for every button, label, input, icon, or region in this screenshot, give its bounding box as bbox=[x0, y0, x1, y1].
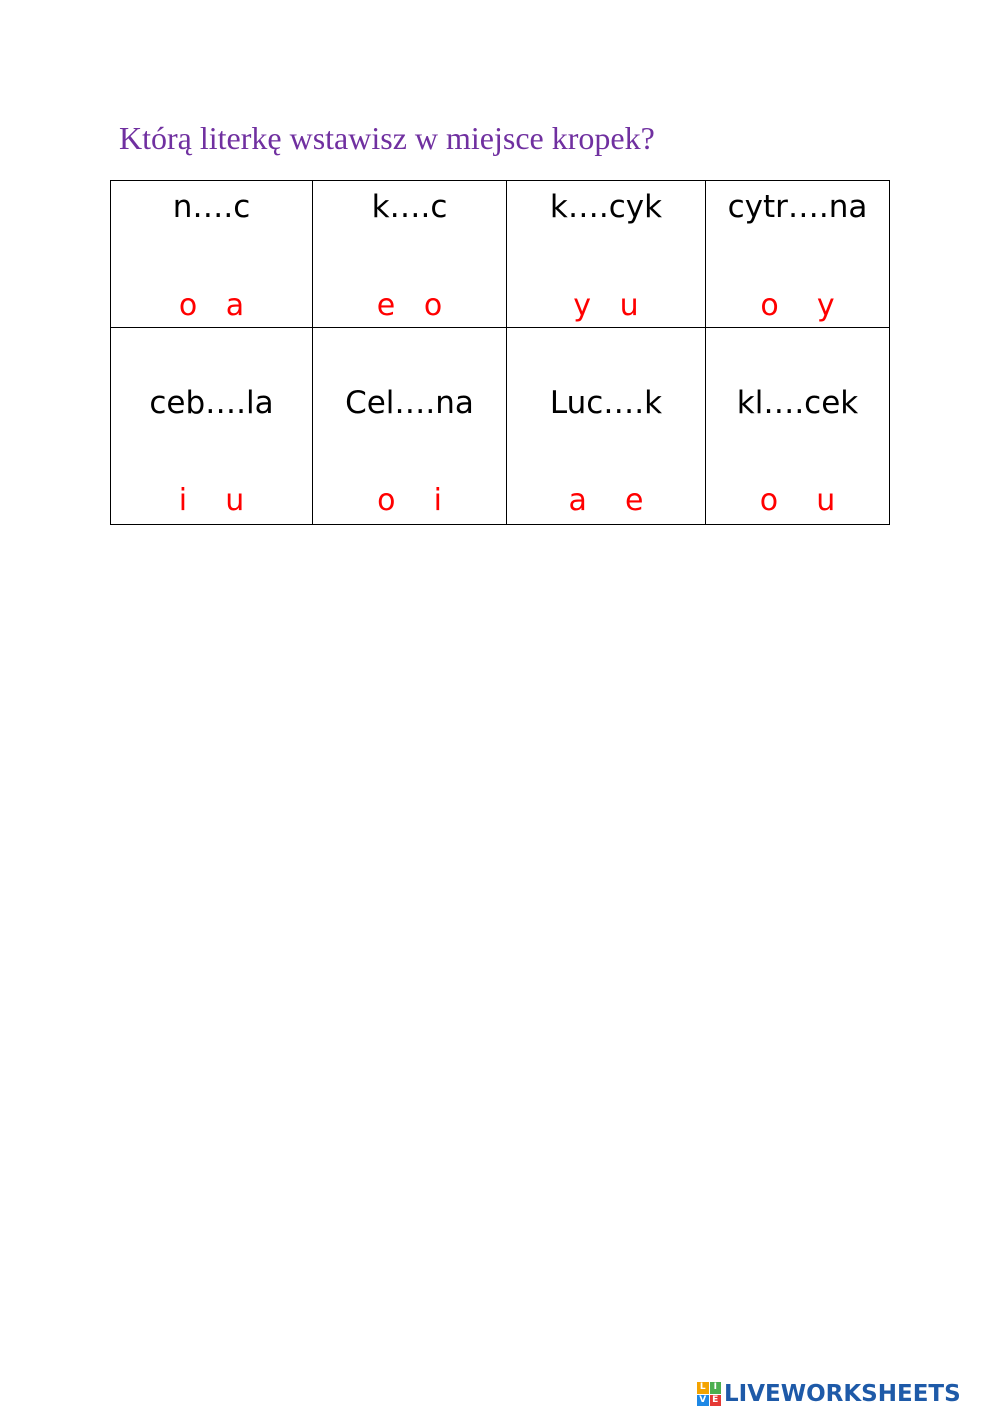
word-with-gap: k….cyk bbox=[549, 189, 663, 225]
exercise-cell bbox=[706, 328, 890, 525]
table-row bbox=[111, 328, 890, 525]
liveworksheets-logo bbox=[697, 1378, 961, 1410]
logo-mark-letter: E bbox=[710, 1395, 722, 1407]
exercise-cell bbox=[111, 181, 313, 328]
word-with-gap: Cel….na bbox=[345, 385, 474, 421]
letter-options[interactable]: a e bbox=[568, 483, 644, 518]
word-with-gap: cytr….na bbox=[727, 189, 868, 225]
word-with-gap: Luc….k bbox=[549, 385, 663, 421]
exercise-cell bbox=[706, 181, 890, 328]
logo-mark-letter: V bbox=[697, 1395, 709, 1407]
logo-mark-letter: I bbox=[710, 1382, 722, 1394]
word-with-gap: k….c bbox=[371, 189, 448, 225]
letter-options[interactable]: i u bbox=[178, 483, 245, 518]
word-with-gap: ceb….la bbox=[149, 385, 274, 421]
letter-options[interactable]: e o bbox=[376, 288, 443, 323]
logo-mark-icon bbox=[697, 1382, 721, 1406]
letter-options[interactable]: o u bbox=[759, 483, 836, 518]
word-with-gap: kl….cek bbox=[736, 385, 859, 421]
exercise-table bbox=[110, 180, 890, 525]
worksheet-title: Którą literkę wstawisz w miejsce kropek? bbox=[119, 120, 655, 156]
exercise-cell bbox=[111, 328, 313, 525]
word-with-gap: n….c bbox=[172, 189, 251, 225]
letter-options[interactable]: o y bbox=[760, 288, 835, 323]
letter-options[interactable]: y u bbox=[573, 288, 639, 323]
exercise-cell bbox=[313, 181, 507, 328]
logo-mark-letter: L bbox=[697, 1382, 709, 1394]
letter-options[interactable]: o i bbox=[377, 483, 442, 518]
table-row bbox=[111, 181, 890, 328]
exercise-cell bbox=[313, 328, 507, 525]
exercise-cell bbox=[507, 328, 706, 525]
letter-options[interactable]: o a bbox=[178, 288, 245, 323]
exercise-cell bbox=[507, 181, 706, 328]
logo-text: LIVEWORKSHEETS bbox=[724, 1381, 961, 1407]
